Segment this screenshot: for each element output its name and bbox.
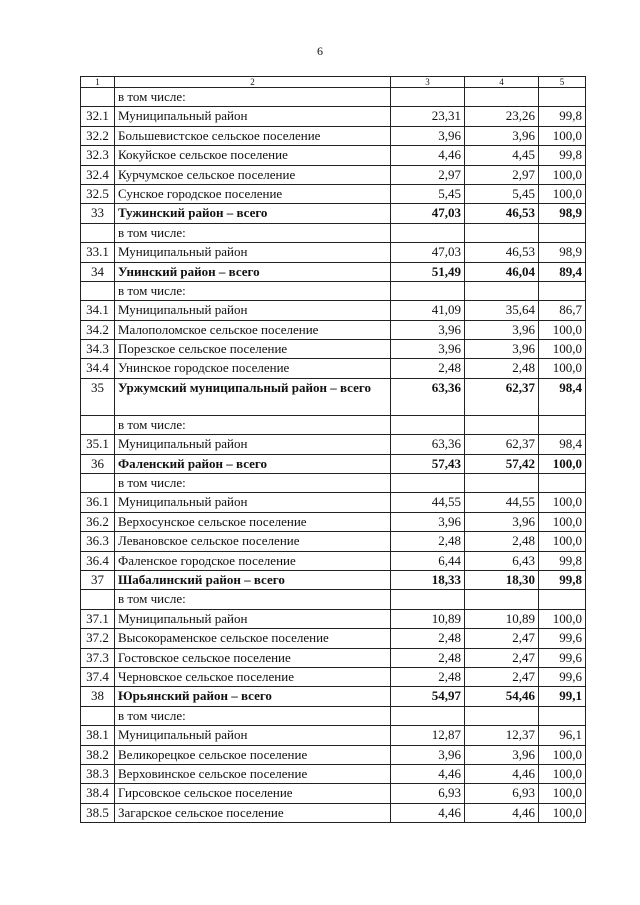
row-value-actual: 18,30: [465, 570, 539, 589]
table-row: [81, 165, 586, 184]
row-percent: 100,0: [539, 493, 586, 512]
row-name: Сунское городское поселение: [115, 184, 391, 203]
row-value-actual: 4,46: [465, 803, 539, 822]
row-number: 35.1: [81, 435, 115, 454]
row-name: Муниципальный район: [115, 435, 391, 454]
table-row: [81, 745, 586, 764]
row-name: Муниципальный район: [115, 107, 391, 126]
row-percent: 98,9: [539, 243, 586, 262]
table-row: [81, 667, 586, 686]
row-value-planned: 2,48: [391, 359, 465, 378]
row-value-planned: 10,89: [391, 609, 465, 628]
row-value-actual: 3,96: [465, 340, 539, 359]
row-percent: 98,4: [539, 378, 586, 415]
row-number: 36.2: [81, 512, 115, 531]
column-header: 4: [465, 77, 539, 88]
row-value-planned: [391, 223, 465, 242]
row-value-actual: 54,46: [465, 687, 539, 706]
row-name: в том числе:: [115, 88, 391, 107]
row-value-planned: 5,45: [391, 184, 465, 203]
row-value-planned: [391, 590, 465, 609]
row-number: 34.2: [81, 320, 115, 339]
row-number: [81, 88, 115, 107]
row-value-planned: 6,93: [391, 784, 465, 803]
table-row: [81, 415, 586, 434]
row-value-actual: 46,53: [465, 204, 539, 223]
row-name: Верхосунское сельское поселение: [115, 512, 391, 531]
row-value-planned: 3,96: [391, 512, 465, 531]
row-value-planned: 2,97: [391, 165, 465, 184]
row-percent: [539, 88, 586, 107]
row-value-planned: [391, 88, 465, 107]
row-number: 32.5: [81, 184, 115, 203]
row-name: Муниципальный район: [115, 609, 391, 628]
table-row: [81, 648, 586, 667]
row-name: Малополомское сельское поселение: [115, 320, 391, 339]
row-percent: 100,0: [539, 512, 586, 531]
row-number: 36.4: [81, 551, 115, 570]
column-header: 3: [391, 77, 465, 88]
row-number: 37.4: [81, 667, 115, 686]
row-value-planned: [391, 706, 465, 725]
table-row: [81, 454, 586, 473]
row-value-actual: 62,37: [465, 378, 539, 415]
row-name: Загарское сельское поселение: [115, 803, 391, 822]
row-number: 32.4: [81, 165, 115, 184]
row-number: 38.1: [81, 726, 115, 745]
table-row: [81, 223, 586, 242]
row-number: 37.1: [81, 609, 115, 628]
row-percent: 100,0: [539, 745, 586, 764]
row-name: в том числе:: [115, 474, 391, 493]
table-row: [81, 784, 586, 803]
row-percent: 86,7: [539, 301, 586, 320]
table-row: [81, 281, 586, 300]
row-name: Левановское сельское поселение: [115, 532, 391, 551]
row-name: Шабалинский район – всего: [115, 570, 391, 589]
row-value-planned: 2,48: [391, 532, 465, 551]
row-name: в том числе:: [115, 223, 391, 242]
row-number: [81, 474, 115, 493]
table-row: [81, 184, 586, 203]
table-row: [81, 126, 586, 145]
row-name: Унинское городское поселение: [115, 359, 391, 378]
page-number: 6: [317, 44, 323, 58]
table-row: [81, 435, 586, 454]
row-value-planned: 47,03: [391, 243, 465, 262]
row-number: 34.4: [81, 359, 115, 378]
row-value-planned: 4,46: [391, 803, 465, 822]
row-percent: 99,8: [539, 570, 586, 589]
row-percent: 99,8: [539, 551, 586, 570]
row-number: 33: [81, 204, 115, 223]
row-percent: 99,8: [539, 107, 586, 126]
row-name: Порезское сельское поселение: [115, 340, 391, 359]
row-percent: [539, 281, 586, 300]
row-number: 38.4: [81, 784, 115, 803]
row-percent: 100,0: [539, 803, 586, 822]
table-row: [81, 378, 586, 415]
row-percent: 100,0: [539, 764, 586, 783]
row-number: 36.3: [81, 532, 115, 551]
row-percent: [539, 474, 586, 493]
row-percent: 99,6: [539, 667, 586, 686]
row-value-planned: 23,31: [391, 107, 465, 126]
table-row: [81, 301, 586, 320]
row-name: Верховинское сельское поселение: [115, 764, 391, 783]
row-percent: [539, 415, 586, 434]
row-number: 38: [81, 687, 115, 706]
row-name: Курчумское сельское поселение: [115, 165, 391, 184]
row-number: [81, 590, 115, 609]
row-number: [81, 415, 115, 434]
row-percent: 98,9: [539, 204, 586, 223]
row-number: 37.2: [81, 629, 115, 648]
row-percent: [539, 590, 586, 609]
row-value-actual: 46,04: [465, 262, 539, 281]
row-value-planned: 3,96: [391, 320, 465, 339]
row-value-planned: 63,36: [391, 378, 465, 415]
row-value-actual: 6,93: [465, 784, 539, 803]
row-name: Муниципальный район: [115, 493, 391, 512]
row-number: 34: [81, 262, 115, 281]
row-name: в том числе:: [115, 281, 391, 300]
row-number: 37.3: [81, 648, 115, 667]
row-value-actual: 44,55: [465, 493, 539, 512]
table-row: [81, 474, 586, 493]
row-value-actual: 2,97: [465, 165, 539, 184]
row-value-actual: 2,48: [465, 532, 539, 551]
table-row: [81, 512, 586, 531]
row-percent: 100,0: [539, 359, 586, 378]
row-value-planned: 3,96: [391, 340, 465, 359]
row-value-actual: 4,45: [465, 146, 539, 165]
row-number: 38.5: [81, 803, 115, 822]
row-value-actual: [465, 281, 539, 300]
row-number: [81, 223, 115, 242]
row-number: 33.1: [81, 243, 115, 262]
row-value-planned: 51,49: [391, 262, 465, 281]
row-name: Муниципальный район: [115, 301, 391, 320]
row-percent: 99,1: [539, 687, 586, 706]
table-row: [81, 609, 586, 628]
row-value-actual: [465, 415, 539, 434]
table-row: [81, 629, 586, 648]
row-name: Юрьянский район – всего: [115, 687, 391, 706]
row-percent: 100,0: [539, 165, 586, 184]
row-percent: 100,0: [539, 184, 586, 203]
row-name: Тужинский район – всего: [115, 204, 391, 223]
row-value-planned: 54,97: [391, 687, 465, 706]
row-name: Большевистское сельское поселение: [115, 126, 391, 145]
row-percent: 89,4: [539, 262, 586, 281]
row-value-actual: [465, 88, 539, 107]
row-name: Муниципальный район: [115, 243, 391, 262]
table-row: [81, 243, 586, 262]
row-value-actual: 3,96: [465, 745, 539, 764]
row-name: Муниципальный район: [115, 726, 391, 745]
row-value-planned: 41,09: [391, 301, 465, 320]
row-number: 38.3: [81, 764, 115, 783]
row-number: [81, 281, 115, 300]
row-value-planned: 3,96: [391, 126, 465, 145]
row-percent: 100,0: [539, 126, 586, 145]
row-name: Уржумский муниципальный район – всего: [115, 378, 391, 415]
table-row: [81, 320, 586, 339]
row-percent: 100,0: [539, 532, 586, 551]
table-row: [81, 204, 586, 223]
column-header: 1: [81, 77, 115, 88]
row-value-actual: 23,26: [465, 107, 539, 126]
table-row: [81, 687, 586, 706]
table-row: [81, 551, 586, 570]
row-number: 38.2: [81, 745, 115, 764]
row-name: Высокораменское сельское поселение: [115, 629, 391, 648]
row-percent: 100,0: [539, 320, 586, 339]
row-name: Гирсовское сельское поселение: [115, 784, 391, 803]
row-value-planned: 2,48: [391, 648, 465, 667]
table-row: [81, 532, 586, 551]
row-number: 34.3: [81, 340, 115, 359]
row-value-actual: 2,47: [465, 667, 539, 686]
row-value-planned: 4,46: [391, 146, 465, 165]
table-row: [81, 726, 586, 745]
table-header-row: [81, 77, 586, 88]
row-name: в том числе:: [115, 590, 391, 609]
row-percent: 96,1: [539, 726, 586, 745]
row-percent: [539, 706, 586, 725]
row-value-planned: [391, 474, 465, 493]
row-value-planned: 3,96: [391, 745, 465, 764]
row-value-actual: 10,89: [465, 609, 539, 628]
row-percent: 99,6: [539, 648, 586, 667]
row-percent: 98,4: [539, 435, 586, 454]
row-value-planned: 6,44: [391, 551, 465, 570]
row-percent: 100,0: [539, 454, 586, 473]
row-value-planned: 4,46: [391, 764, 465, 783]
row-percent: 100,0: [539, 609, 586, 628]
row-value-actual: 62,37: [465, 435, 539, 454]
row-value-planned: 44,55: [391, 493, 465, 512]
row-value-actual: 35,64: [465, 301, 539, 320]
row-name: в том числе:: [115, 706, 391, 725]
row-value-actual: 2,47: [465, 648, 539, 667]
column-header: 2: [115, 77, 391, 88]
table-row: [81, 590, 586, 609]
row-value-actual: [465, 474, 539, 493]
row-value-actual: 3,96: [465, 126, 539, 145]
row-value-actual: 3,96: [465, 320, 539, 339]
row-number: [81, 706, 115, 725]
row-value-planned: 2,48: [391, 629, 465, 648]
row-number: 34.1: [81, 301, 115, 320]
table-row: [81, 570, 586, 589]
row-value-actual: 2,48: [465, 359, 539, 378]
row-value-actual: 5,45: [465, 184, 539, 203]
column-header: 5: [539, 77, 586, 88]
row-name: Фаленский район – всего: [115, 454, 391, 473]
row-value-actual: 2,47: [465, 629, 539, 648]
row-number: 36.1: [81, 493, 115, 512]
row-value-planned: [391, 415, 465, 434]
table-row: [81, 803, 586, 822]
row-name: Кокуйское сельское поселение: [115, 146, 391, 165]
row-value-actual: 57,42: [465, 454, 539, 473]
row-number: 32.1: [81, 107, 115, 126]
row-name: Черновское сельское поселение: [115, 667, 391, 686]
row-name: в том числе:: [115, 415, 391, 434]
row-value-planned: 18,33: [391, 570, 465, 589]
row-number: 37: [81, 570, 115, 589]
row-value-actual: 4,46: [465, 764, 539, 783]
row-value-planned: 57,43: [391, 454, 465, 473]
row-number: 32.3: [81, 146, 115, 165]
table-row: [81, 764, 586, 783]
row-percent: [539, 223, 586, 242]
table-row: [81, 359, 586, 378]
row-value-actual: 6,43: [465, 551, 539, 570]
row-value-planned: 47,03: [391, 204, 465, 223]
row-value-actual: [465, 590, 539, 609]
table-row: [81, 493, 586, 512]
row-value-actual: 12,37: [465, 726, 539, 745]
row-value-planned: 12,87: [391, 726, 465, 745]
row-name: Гостовское сельское поселение: [115, 648, 391, 667]
row-number: 36: [81, 454, 115, 473]
row-value-planned: 2,48: [391, 667, 465, 686]
row-value-actual: [465, 706, 539, 725]
row-value-actual: [465, 223, 539, 242]
table-row: [81, 340, 586, 359]
row-name: Фаленское городское поселение: [115, 551, 391, 570]
table-row: [81, 88, 586, 107]
row-value-actual: 46,53: [465, 243, 539, 262]
table-row: [81, 262, 586, 281]
row-name: Великорецкое сельское поселение: [115, 745, 391, 764]
row-value-actual: 3,96: [465, 512, 539, 531]
row-name: Унинский район – всего: [115, 262, 391, 281]
row-percent: 100,0: [539, 784, 586, 803]
row-number: 32.2: [81, 126, 115, 145]
row-percent: 100,0: [539, 340, 586, 359]
row-percent: 99,8: [539, 146, 586, 165]
row-value-planned: [391, 281, 465, 300]
row-percent: 99,6: [539, 629, 586, 648]
table-row: [81, 146, 586, 165]
row-value-planned: 63,36: [391, 435, 465, 454]
budget-table: [80, 76, 586, 823]
table-row: [81, 706, 586, 725]
table-row: [81, 107, 586, 126]
row-number: 35: [81, 378, 115, 415]
